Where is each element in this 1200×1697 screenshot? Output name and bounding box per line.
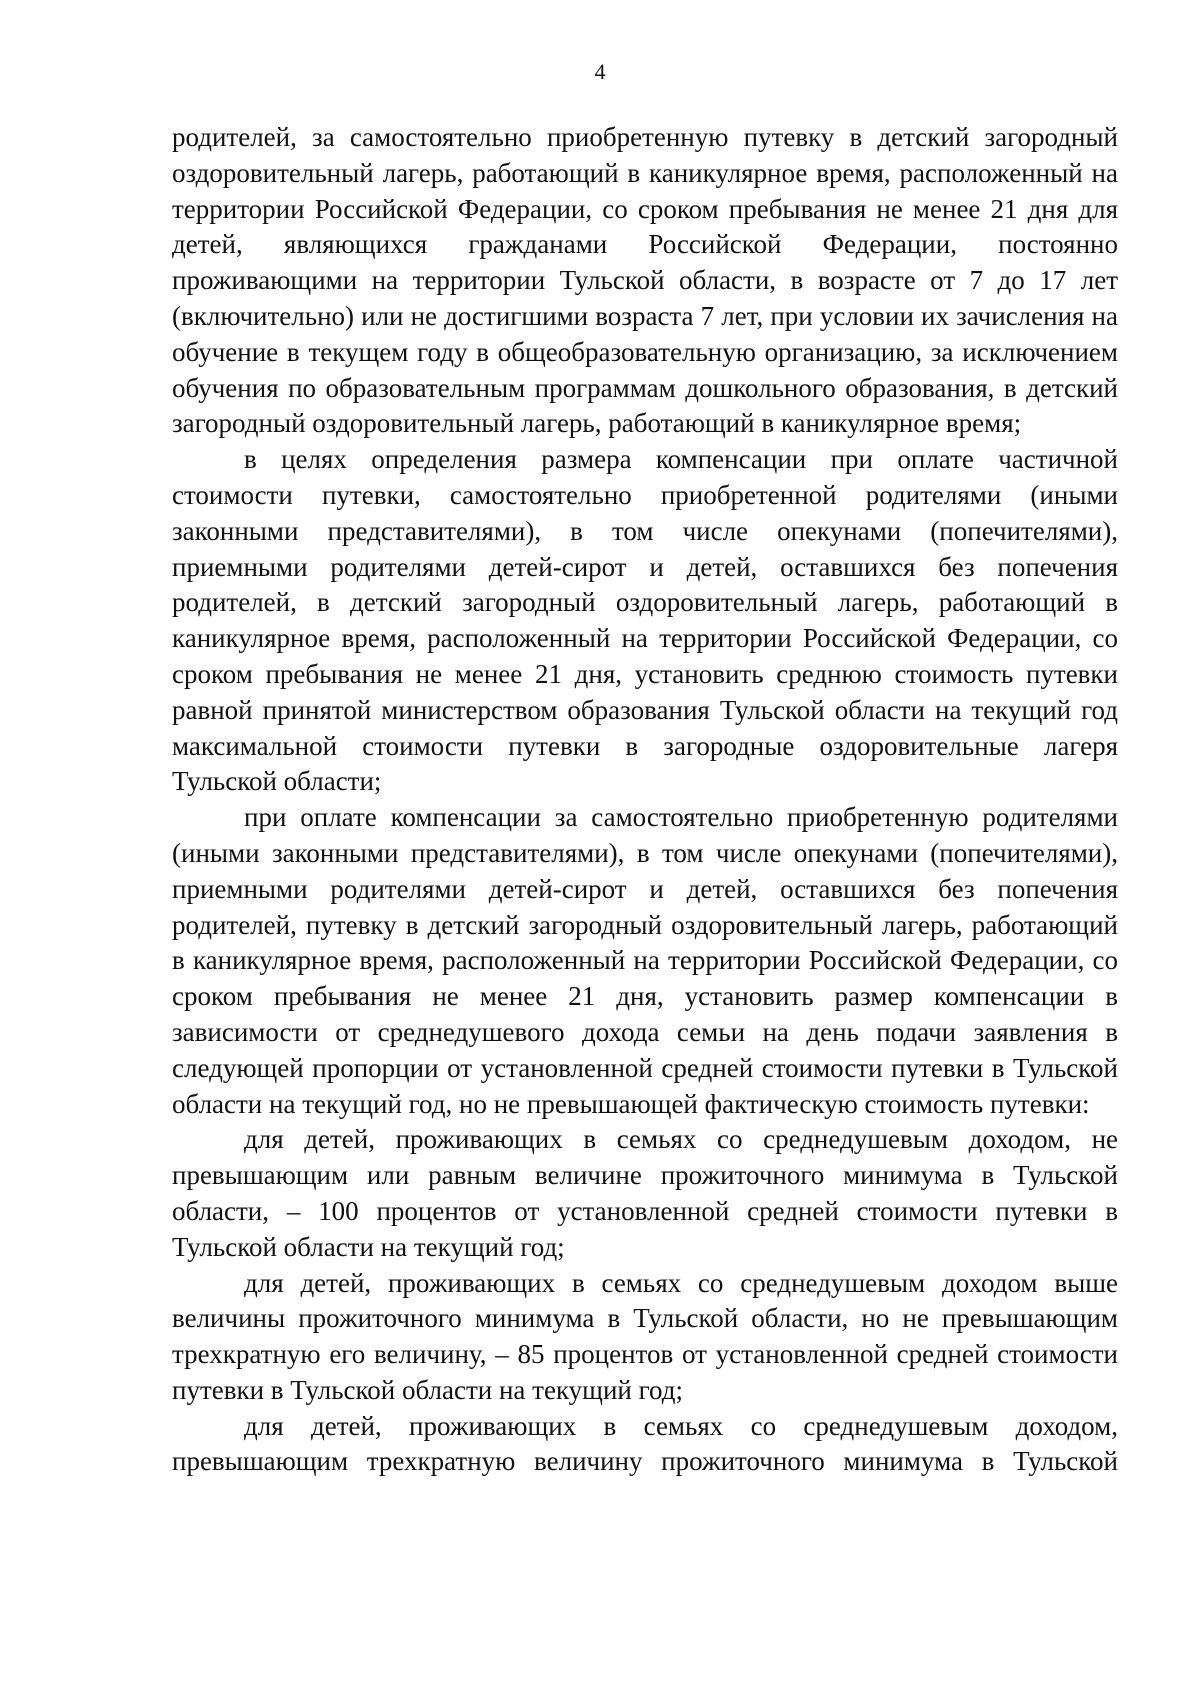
paragraph-5: для детей, проживающих в семьях со среднедушевым доходом выше величины прожиточного минимума в Тульской области, но не превышающим трехкратную его величину, – 85 процентов от установленной средней стоимости путевки в Тульской области на текущий год; bbox=[172, 1267, 1118, 1405]
paragraph-1: родителей, за самостоятельно приобретенную путевку в детский загородный оздоровительный лагерь, работающий в каникулярное время, расположенный на территории Российской Федерации, со сроком пребывания не менее 21 дня для детей, являющихся гражданами Российской Федерации, постоянно проживающими на территории Тульской области, в возрасте от 7 до 17 лет (включительно) или не достигшими возраста 7 лет, при условии их зачисления на обучение в текущем году в общеобразовательную организацию, за исключением обучения по образовательным программам дошкольного образования, в детский загородный оздоровительный лагерь, работающий в каникулярное время; bbox=[172, 122, 1118, 439]
paragraph-3: при оплате компенсации за самостоятельно приобретенную родителями (иными законными представителями), в том числе опекунами (попечителями), приемными родителями детей-сирот и детей, оставшихся без попечения родителей, путевку в детский загородный оздоровительный лагерь, работающий в каникулярное время, расположенный на территории Российской Федерации, со сроком пребывания не менее 21 дня, установить размер компенсации в зависимости от среднедушевого дохода семьи на день подачи заявления в следующей пропорции от установленной средней стоимости путевки в Тульской области на текущий год, но не превышающей фактическую стоимость путевки: bbox=[172, 802, 1118, 1119]
paragraph-6: для детей, проживающих в семьях со среднедушевым доходом, превышающим трехкратную величину прожиточного минимума в Тульской bbox=[172, 1410, 1118, 1477]
paragraph-4: для детей, проживающих в семьях со среднедушевым доходом, не превышающим или равным величине прожиточного минимума в Тульской области, – 100 процентов от установленной средней стоимости путевки в Тульской области на текущий год; bbox=[172, 1124, 1118, 1262]
page-number: 4 bbox=[594, 59, 606, 84]
paragraph-2: в целях определения размера компенсации при оплате частичной стоимости путевки, самостоятельно приобретенной родителями (иными законными представителями), в том числе опекунами (попечителями), приемными родителями детей-сирот и детей, оставшихся без попечения родителей, в детский загородный оздоровительный лагерь, работающий в каникулярное время, расположенный на территории Российской Федерации, со сроком пребывания не менее 21 дня, установить среднюю стоимость путевки равной принятой министерством образования Тульской области на текущий год максимальной стоимости путевки в загородные оздоровительные лагеря Тульской области; bbox=[172, 444, 1118, 797]
document-body bbox=[172, 120, 1118, 1480]
